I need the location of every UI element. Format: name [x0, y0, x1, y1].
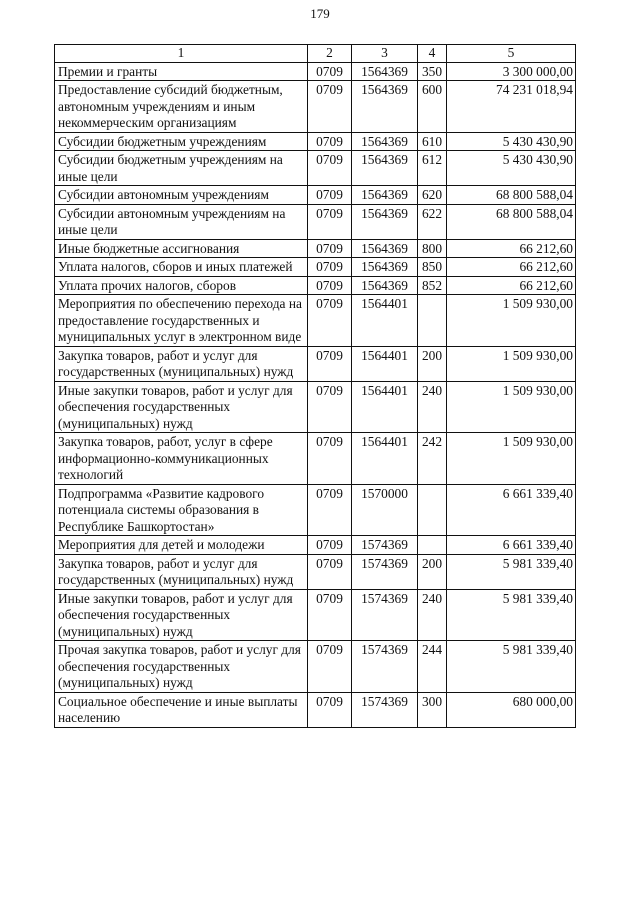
- row-target-cell: 1574369: [352, 554, 418, 589]
- table-row: [55, 641, 576, 693]
- header-col-2: 2: [308, 45, 352, 63]
- row-section-cell: 0709: [308, 484, 352, 536]
- row-target-cell: 1564369: [352, 204, 418, 239]
- row-section-cell: 0709: [308, 151, 352, 186]
- row-amount-cell: 66 212,60: [447, 239, 576, 258]
- row-type-cell: 242: [418, 433, 447, 485]
- row-amount-cell: 1 509 930,00: [447, 295, 576, 347]
- row-amount-cell: 5 430 430,90: [447, 132, 576, 151]
- row-section-cell: 0709: [308, 346, 352, 381]
- row-target-cell: 1564369: [352, 81, 418, 133]
- row-amount-cell: 66 212,60: [447, 276, 576, 295]
- row-target-cell: 1574369: [352, 589, 418, 641]
- row-section-cell: 0709: [308, 276, 352, 295]
- row-type-cell: 610: [418, 132, 447, 151]
- row-name-cell: Мероприятия по обеспечению перехода на предоставление государственных и муниципальных услуг в электронном виде: [55, 295, 308, 347]
- row-amount-cell: 68 800 588,04: [447, 186, 576, 205]
- budget-table: [54, 44, 576, 728]
- row-name-cell: Мероприятия для детей и молодежи: [55, 536, 308, 555]
- header-col-4: 4: [418, 45, 447, 63]
- row-type-cell: 240: [418, 589, 447, 641]
- row-name-cell: Субсидии автономным учреждениям: [55, 186, 308, 205]
- row-name-cell: Прочая закупка товаров, работ и услуг для обеспечения государственных (муниципальных) нужд: [55, 641, 308, 693]
- row-amount-cell: 66 212,60: [447, 258, 576, 277]
- header-col-5: 5: [447, 45, 576, 63]
- row-type-cell: 240: [418, 381, 447, 433]
- row-amount-cell: 6 661 339,40: [447, 536, 576, 555]
- row-section-cell: 0709: [308, 132, 352, 151]
- row-type-cell: [418, 484, 447, 536]
- row-name-cell: Подпрограмма «Развитие кадрового потенциала системы образования в Республике Башкортостан»: [55, 484, 308, 536]
- row-name-cell: Субсидии автономным учреждениям на иные цели: [55, 204, 308, 239]
- row-amount-cell: 6 661 339,40: [447, 484, 576, 536]
- row-target-cell: 1564369: [352, 258, 418, 277]
- row-amount-cell: 1 509 930,00: [447, 346, 576, 381]
- row-type-cell: 622: [418, 204, 447, 239]
- row-section-cell: 0709: [308, 204, 352, 239]
- row-section-cell: 0709: [308, 641, 352, 693]
- row-target-cell: 1564369: [352, 239, 418, 258]
- row-type-cell: 800: [418, 239, 447, 258]
- row-amount-cell: 5 981 339,40: [447, 641, 576, 693]
- row-target-cell: 1574369: [352, 641, 418, 693]
- row-name-cell: Социальное обеспечение и иные выплаты населению: [55, 692, 308, 727]
- row-target-cell: 1574369: [352, 692, 418, 727]
- table-row: [55, 589, 576, 641]
- row-section-cell: 0709: [308, 536, 352, 555]
- header-col-3: 3: [352, 45, 418, 63]
- row-target-cell: 1564369: [352, 186, 418, 205]
- row-name-cell: Закупка товаров, работ, услуг в сфере информационно-коммуникационных технологий: [55, 433, 308, 485]
- row-amount-cell: 1 509 930,00: [447, 433, 576, 485]
- row-type-cell: 350: [418, 62, 447, 81]
- row-type-cell: 300: [418, 692, 447, 727]
- header-col-1: 1: [55, 45, 308, 63]
- row-type-cell: 600: [418, 81, 447, 133]
- row-type-cell: 244: [418, 641, 447, 693]
- row-name-cell: Уплата налогов, сборов и иных платежей: [55, 258, 308, 277]
- table-row: [55, 484, 576, 536]
- row-section-cell: 0709: [308, 295, 352, 347]
- row-amount-cell: 5 430 430,90: [447, 151, 576, 186]
- row-type-cell: 200: [418, 554, 447, 589]
- row-amount-cell: 3 300 000,00: [447, 62, 576, 81]
- row-target-cell: 1564401: [352, 381, 418, 433]
- row-type-cell: 612: [418, 151, 447, 186]
- row-target-cell: 1564401: [352, 433, 418, 485]
- row-name-cell: Иные закупки товаров, работ и услуг для обеспечения государственных (муниципальных) нужд: [55, 589, 308, 641]
- row-name-cell: Субсидии бюджетным учреждениям: [55, 132, 308, 151]
- row-name-cell: Закупка товаров, работ и услуг для государственных (муниципальных) нужд: [55, 554, 308, 589]
- table-row: [55, 132, 576, 151]
- row-section-cell: 0709: [308, 433, 352, 485]
- row-name-cell: Закупка товаров, работ и услуг для государственных (муниципальных) нужд: [55, 346, 308, 381]
- table-row: [55, 276, 576, 295]
- row-name-cell: Иные закупки товаров, работ и услуг для обеспечения государственных (муниципальных) нужд: [55, 381, 308, 433]
- row-section-cell: 0709: [308, 186, 352, 205]
- row-name-cell: Уплата прочих налогов, сборов: [55, 276, 308, 295]
- table-row: [55, 62, 576, 81]
- row-name-cell: Премии и гранты: [55, 62, 308, 81]
- row-amount-cell: 74 231 018,94: [447, 81, 576, 133]
- row-section-cell: 0709: [308, 589, 352, 641]
- row-name-cell: Предоставление субсидий бюджетным, автономным учреждениям и иным некоммерческим организациям: [55, 81, 308, 133]
- row-target-cell: 1564369: [352, 151, 418, 186]
- row-type-cell: [418, 536, 447, 555]
- row-section-cell: 0709: [308, 239, 352, 258]
- row-amount-cell: 1 509 930,00: [447, 381, 576, 433]
- row-type-cell: [418, 295, 447, 347]
- table-row: [55, 381, 576, 433]
- page-number: 179: [310, 6, 330, 21]
- row-target-cell: 1570000: [352, 484, 418, 536]
- row-type-cell: 852: [418, 276, 447, 295]
- table-row: [55, 151, 576, 186]
- row-amount-cell: 68 800 588,04: [447, 204, 576, 239]
- row-section-cell: 0709: [308, 81, 352, 133]
- row-amount-cell: 5 981 339,40: [447, 589, 576, 641]
- row-section-cell: 0709: [308, 258, 352, 277]
- table-row: [55, 239, 576, 258]
- table-row: [55, 433, 576, 485]
- table-row: [55, 554, 576, 589]
- row-amount-cell: 680 000,00: [447, 692, 576, 727]
- row-target-cell: 1564369: [352, 132, 418, 151]
- row-type-cell: 850: [418, 258, 447, 277]
- table-row: [55, 258, 576, 277]
- row-section-cell: 0709: [308, 554, 352, 589]
- row-section-cell: 0709: [308, 62, 352, 81]
- row-target-cell: 1574369: [352, 536, 418, 555]
- table-row: [55, 204, 576, 239]
- row-section-cell: 0709: [308, 692, 352, 727]
- row-name-cell: Субсидии бюджетным учреждениям на иные цели: [55, 151, 308, 186]
- table-row: [55, 346, 576, 381]
- row-target-cell: 1564401: [352, 346, 418, 381]
- row-amount-cell: 5 981 339,40: [447, 554, 576, 589]
- row-type-cell: 200: [418, 346, 447, 381]
- table-header-row: [55, 45, 576, 63]
- row-name-cell: Иные бюджетные ассигнования: [55, 239, 308, 258]
- row-target-cell: 1564369: [352, 276, 418, 295]
- table-row: [55, 81, 576, 133]
- table-row: [55, 186, 576, 205]
- row-target-cell: 1564401: [352, 295, 418, 347]
- table-row: [55, 692, 576, 727]
- row-target-cell: 1564369: [352, 62, 418, 81]
- row-type-cell: 620: [418, 186, 447, 205]
- table-row: [55, 295, 576, 347]
- row-section-cell: 0709: [308, 381, 352, 433]
- table-row: [55, 536, 576, 555]
